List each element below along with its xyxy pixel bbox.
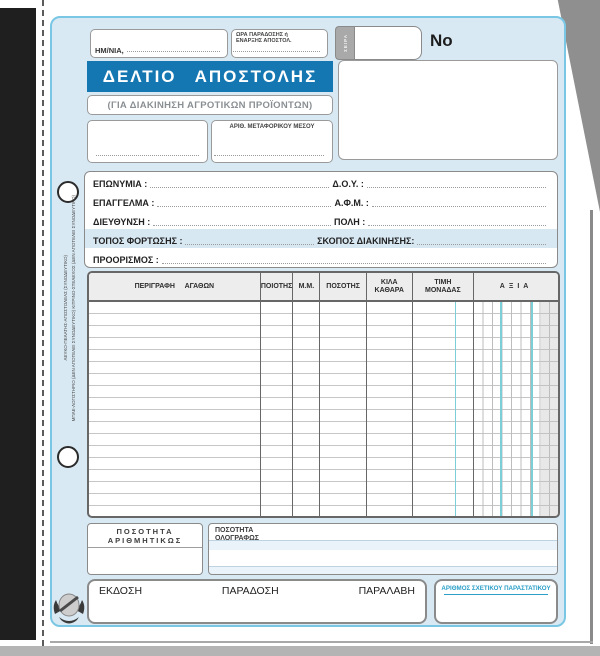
dotted-line bbox=[367, 187, 546, 188]
col-quality: ΠΟΙΟΤΗΣ bbox=[261, 273, 294, 300]
recipient-stamp-box bbox=[338, 60, 558, 160]
value-shaded-strip bbox=[541, 302, 558, 516]
dotted-line bbox=[153, 225, 331, 226]
dotted-line bbox=[372, 206, 546, 207]
dotted-line bbox=[185, 244, 314, 245]
photo-backdrop bbox=[0, 8, 36, 640]
series-field bbox=[335, 26, 422, 60]
decimal-separator-line bbox=[455, 302, 457, 516]
perforation-line bbox=[42, 0, 44, 646]
document-number-label: Νο bbox=[430, 31, 453, 50]
delivery-label: ΠΑΡΑΔΟΣΗ bbox=[221, 585, 279, 597]
col-unit: Μ.Μ. bbox=[293, 273, 320, 300]
quantity-numeric-line2: ΑΡΙΘΜΗΤΙΚΩΣ bbox=[107, 536, 183, 545]
time-label-line1: ΩΡΑ ΠΑΡΑΔΟΣΗΣ ή bbox=[236, 32, 288, 38]
form-subtitle-box bbox=[87, 95, 333, 115]
printer-logo-icon bbox=[51, 584, 87, 630]
goods-table-header bbox=[89, 273, 558, 302]
page-right-edge bbox=[590, 210, 593, 644]
col-quantity: ΠΟΣΟΤΗΣ bbox=[320, 273, 367, 300]
related-document-label: ΑΡΙΘΜΟΣ ΣΧΕΤΙΚΟΥ ΠΑΡΑΣΤΑΤΙΚΟΥ bbox=[441, 585, 551, 592]
receipt-label: ΠΑΡΑΛΑΒΗ bbox=[358, 585, 415, 597]
date-field bbox=[90, 29, 228, 58]
party-row-address bbox=[85, 210, 557, 229]
city-label: ΠΟΛΗ : bbox=[334, 217, 366, 227]
party-row-name bbox=[85, 172, 557, 191]
dotted-line bbox=[150, 187, 329, 188]
col-description: ΠΕΡΙΓΡΑΦΗ ΑΓΑΘΩΝ bbox=[89, 273, 261, 300]
dotted-line bbox=[162, 263, 546, 264]
copy-note-outer: ΛΕΥΚΟ-ΠΕΛΑΤΗΣ-ΑΠΟΣΤΟΛΕΑΣ (ΣΥΝΟΔΕΥΤΙΚΟ) bbox=[62, 255, 68, 361]
quantity-numeric-header bbox=[88, 524, 202, 548]
quantity-words-box bbox=[208, 523, 558, 575]
decimal-separator-line bbox=[531, 302, 533, 516]
blank-field-box bbox=[87, 120, 208, 163]
copy-note-inner: ΜΠΛΕ-ΛΟΓΙΣΤΗΡΙΟ (ΔΕΝ ΑΠΟΤΕΛΕΙ ΣΥΝΟΔΕΥΤΙΚΟ) ΚΙΤΡΙΝΟ-ΣΤΕΛΕΧΟΣ (ΔΕΝ ΑΠΟΤΕΛΕΙ ΣΥΝΟΔΕΥΤΙΚΟ) bbox=[70, 194, 76, 422]
party-row-destination bbox=[85, 248, 557, 267]
signatures-box bbox=[87, 579, 427, 624]
series-input-box bbox=[354, 26, 422, 60]
time-label-line2: ΕΝΑΡΞΗΣ ΑΠΟΣΤΟΛ. bbox=[236, 38, 292, 44]
copy-color-notes bbox=[57, 194, 81, 422]
series-tab bbox=[335, 26, 354, 60]
party-row-loading bbox=[85, 229, 557, 248]
party-row-profession bbox=[85, 191, 557, 210]
quantity-words-line1: ΠΟΣΟΤΗΤΑ bbox=[215, 527, 254, 534]
form-title-banner bbox=[87, 61, 333, 92]
punch-hole bbox=[57, 446, 79, 468]
profession-label: ΕΠΑΓΓΕΛΜΑ : bbox=[93, 198, 155, 208]
dotted-line bbox=[368, 225, 546, 226]
dotted-line bbox=[157, 206, 331, 207]
goods-table-body bbox=[89, 302, 558, 516]
quantity-words-line2: ΟΛΟΓΡΑΦΩΣ bbox=[215, 535, 259, 542]
transport-number-box bbox=[211, 120, 333, 163]
movement-purpose-label: ΣΚΟΠΟΣ ΔΙΑΚΙΝΗΣΗΣ: bbox=[317, 236, 415, 246]
cell-quality bbox=[261, 302, 294, 516]
transport-label: ΑΡΙΘ. ΜΕΤΑΦΟΡΙΚΟΥ ΜΕΣΟΥ bbox=[229, 124, 315, 130]
col-value: ΑΞΙΑ bbox=[499, 282, 533, 290]
cell-unit-price bbox=[413, 302, 475, 516]
address-label: ΔΙΕΥΘΥΝΣΗ : bbox=[93, 217, 151, 227]
issue-label: ΕΚΔΟΣΗ bbox=[99, 585, 143, 597]
photo-shadow bbox=[0, 646, 600, 656]
col-net-kilos: ΚΙΛΑ ΚΑΘΑΡΑ bbox=[367, 273, 413, 300]
series-label: ΣΕΙΡΑ bbox=[342, 34, 348, 52]
form-subtitle: (ΓΙΑ ΔΙΑΚΙΝΗΣΗ ΑΓΡΟΤΙΚΩΝ ΠΡΟΪΟΝΤΩΝ) bbox=[107, 99, 313, 111]
delivery-note-form bbox=[50, 16, 566, 627]
date-dotted-line bbox=[127, 51, 220, 52]
form-title: ΔΕΛΤΙΟ ΑΠΟΣΤΟΛΗΣ bbox=[102, 66, 318, 86]
vat-label: Α.Φ.Μ. : bbox=[334, 198, 369, 208]
goods-table bbox=[87, 271, 560, 518]
destination-label: ΠΡΟΟΡΙΣΜΟΣ : bbox=[93, 255, 159, 265]
cell-value bbox=[474, 302, 558, 516]
cell-unit bbox=[293, 302, 320, 516]
loading-place-label: ΤΟΠΟΣ ΦΟΡΤΩΣΗΣ : bbox=[93, 236, 183, 246]
page-bottom-edge bbox=[50, 641, 593, 643]
related-document-underline bbox=[444, 594, 548, 595]
party-details-box bbox=[84, 171, 558, 268]
col-unit-price: ΤΙΜΗ ΜΟΝΑΔΑΣ bbox=[413, 273, 475, 300]
date-label: ΗΜ/ΝΙΑ, bbox=[95, 46, 124, 55]
quantity-numeric-line1: ΠΟΣΟΤΗΤΑ bbox=[116, 527, 174, 536]
transport-dotted-line bbox=[214, 155, 324, 156]
cell-net-kilos bbox=[367, 302, 413, 516]
decimal-separator-line bbox=[500, 302, 502, 516]
related-document-box bbox=[434, 579, 558, 624]
time-dotted-line bbox=[233, 51, 320, 52]
quantity-numeric-box bbox=[87, 523, 203, 575]
cell-quantity bbox=[320, 302, 367, 516]
dotted-line bbox=[417, 244, 546, 245]
time-field bbox=[231, 29, 328, 58]
blank-dotted-line bbox=[96, 155, 199, 156]
name-label: ΕΠΩΝΥΜΙΑ : bbox=[93, 179, 148, 189]
tax-office-label: Δ.Ο.Υ. : bbox=[332, 179, 364, 189]
cell-description bbox=[89, 302, 261, 516]
